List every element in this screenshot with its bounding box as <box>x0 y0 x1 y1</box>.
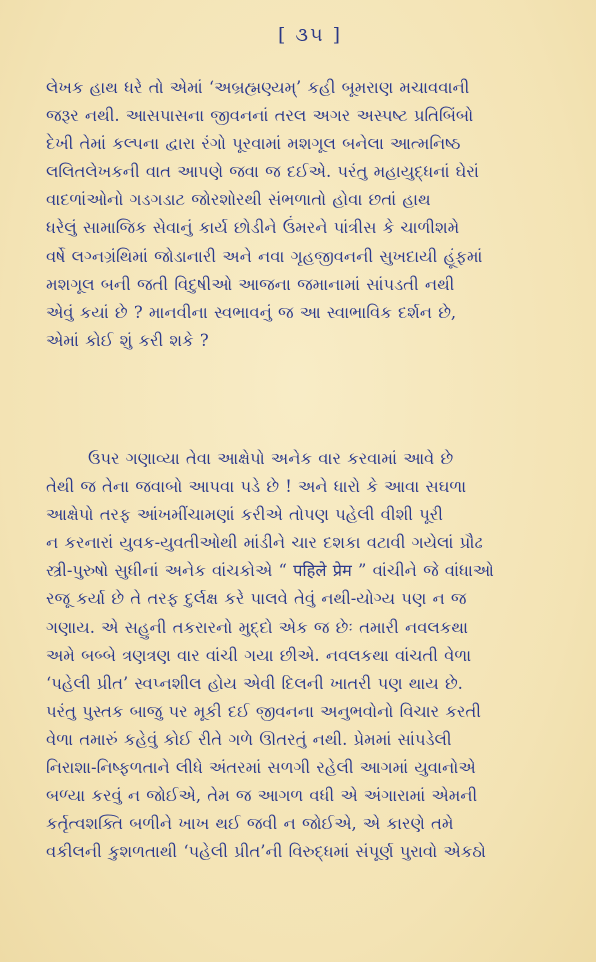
text-line: ગણાય. એ સહુની તકરારનો મુદ્દો એક જ છેઃ તમારી નવલકથા <box>46 617 468 637</box>
paragraph-2 <box>46 445 574 866</box>
text-line: વાદળાંઓનો ગડગડાટ જોરશોરથી સંભળાતો હોવા છતાં હાથ <box>46 190 431 210</box>
text-line: આક્ષેપો તરફ આંખમીંચામણાં કરીએ તોપણ પહેલી વીશી પૂરી <box>46 505 443 525</box>
text-line: પરંતુ પુસ્તક બાજુ પર મૂકી દઈ જીવનના અનુભવોનો વિચાર કરતી <box>46 701 481 721</box>
text-line: ઉપર ગણાવ્યા તેવા આક્ષેપો અનેક વાર કરવામાં આવે છે <box>88 448 454 468</box>
text-line: ધરેલું સામાજિક સેવાનું કાર્ય છોડીને ઉંમરને પાંત્રીસ કે ચાળીશમે <box>46 218 460 238</box>
text-line: રજૂ કર્યા છે તે તરફ દુર્લક્ષ કરે પાલવે તેવું નથી-યોગ્ય પણ ન જ <box>46 589 467 609</box>
text-line: ‘પહેલી પ્રીત’ સ્વપ્નશીલ હોય એવી દિલની ખાતરી પણ થાય છે. <box>46 673 463 693</box>
text-line: મશગૂલ બની જતી વિદુષીઓ આજના જમાનામાં સાંપડતી નથી <box>46 274 455 294</box>
text-line: વેળા તમારું કહેવું કોઈ રીતે ગળે ઊતરતું નથી. પ્રેમમાં સાંપડેલી <box>46 729 452 749</box>
text-line: કર્તૃત્વશક્તિ બળીને ખાખ થઈ જવી ન જોઈએ, એ કારણે તમે <box>46 814 454 834</box>
text-line: નિરાશા-નિષ્ફળતાને લીધે અંતરમાં સળગી રહેલી આગમાં યુવાનોએ <box>46 757 476 777</box>
section-gap <box>46 355 574 445</box>
text-line: એવું કયાં છે ? માનવીના સ્વભાવનું જ આ સ્વાભાવિક દર્શન છે, <box>46 302 457 322</box>
text-line: તેથી જ તેના જવાબો આપવા પડે છે ! અને ધારો કે આવા સઘળા <box>46 477 467 497</box>
text-line: બળ્યા કરવું ન જોઈએ, તેમ જ આગળ વધી એ અંગારામાં એમની <box>46 786 478 806</box>
text-line: લલિતલેખકની વાત આપણે જવા જ દઈએ. પરંતુ મહાયુદ્ધનાં ઘેરાં <box>46 162 479 182</box>
text-line: વકીલની કુશળતાથી ‘પહેલી પ્રીત’ની વિરુદ્ધમાં સંપૂર્ણ પુરાવો એકઠો <box>46 842 486 862</box>
page-number: [ ૩૫ ] <box>277 24 343 46</box>
text-line: જરૂર નથી. આસપાસના જીવનનાં તરલ અગર અસ્પષ્ટ પ્રતિબિંબો <box>46 106 474 126</box>
text-line: વર્ષે લગ્નગ્રંથિમાં જોડાનારી અને નવા ગૃહજીવનની સુખદાયી હૂંફમાં <box>46 246 483 266</box>
paragraph-1 <box>46 74 574 355</box>
text-line: એમાં કોઈ શું કરી શકે ? <box>46 330 209 350</box>
text-line: ન કરનારાં યુવક-યુવતીઓથી માંડીને ચાર દશકા વટાવી ગયેલાં પ્રૌઢ <box>46 533 483 553</box>
text-line: દેખી તેમાં કલ્પના દ્વારા રંગો પૂરવામાં મશગૂલ બનેલા આત્મનિષ્ઠ <box>46 134 461 154</box>
text-line: સ્ત્રી-પુરુષો સુધીનાં અનેક વાંચકોએ “ पहिले प्रेम ” વાંચીને જે વાંધાઓ <box>46 561 494 581</box>
text-line: લેખક હાથ ધરે તો એમાં ‘અબ્રહ્મણ્યમ્’ કહી બૂમરાણ મચાવવાની <box>46 78 470 97</box>
text-line: અમે બબ્બે ત્રણત્રણ વાર વાંચી ગયા છીએ. નવલકથા વાંચતી વેળા <box>46 645 472 665</box>
